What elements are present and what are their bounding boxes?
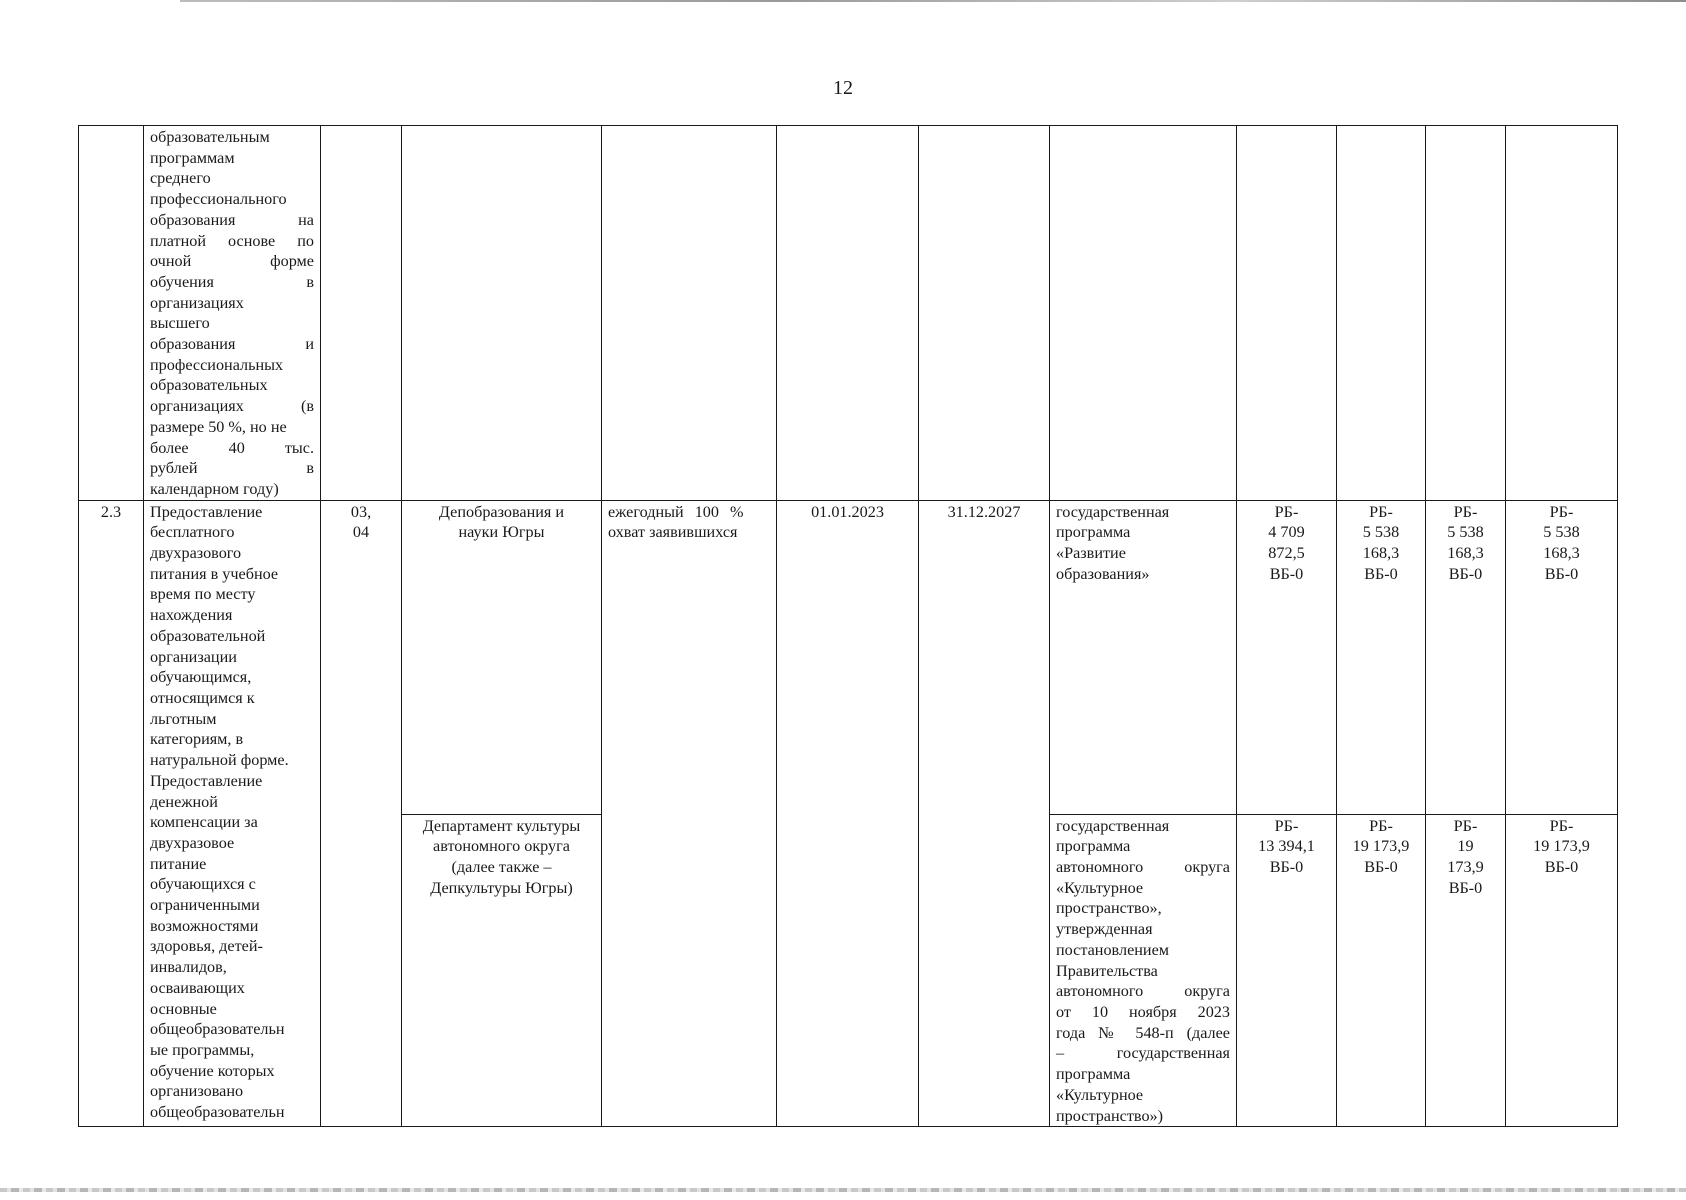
text-line: организации: [150, 647, 237, 666]
text-line: 5 538: [1362, 523, 1400, 542]
text-line: утвержденная: [1056, 920, 1153, 939]
table-row-continuation: [79, 126, 1618, 501]
text-line: ВБ-0: [1364, 858, 1398, 877]
text-line: 173,9: [1447, 858, 1484, 877]
text-line: 5 538: [1543, 523, 1580, 542]
cell-amount-year-4: [1506, 500, 1618, 814]
text-line: очной форме: [150, 252, 314, 271]
cell-number-empty: [79, 126, 144, 501]
text-line: постановлением: [1056, 940, 1170, 959]
text-line: организациях: [150, 293, 244, 312]
cell-start-date: 01.01.2023: [777, 500, 919, 1127]
text-line: образовательным: [150, 128, 270, 146]
text-line: обучающимся,: [150, 668, 252, 687]
text-line: возможностями: [150, 916, 259, 935]
cell-empty: [1337, 126, 1426, 501]
text-line: – государственная: [1056, 1044, 1230, 1063]
text-line: Департамент культуры: [422, 816, 581, 835]
cell-amount-year-2: [1337, 500, 1426, 814]
scan-edge-top: [180, 0, 1686, 2]
text-line: «Развитие: [1056, 544, 1126, 563]
text-line: ежегодный 100 %: [608, 502, 744, 521]
cell-empty: [1050, 126, 1237, 501]
cell-program-culture: [1050, 814, 1237, 1127]
text-line: организовано: [150, 1082, 244, 1101]
text-line: среднего: [150, 169, 211, 188]
text-line: платной основе по: [150, 231, 314, 250]
text-line: льготным: [150, 709, 217, 728]
text-line: календарном году): [150, 479, 279, 498]
cell-empty: [919, 126, 1050, 501]
text-line: профессиональных: [150, 355, 284, 374]
text-line: обучающихся с: [150, 875, 256, 894]
text-line: нахождения: [150, 606, 233, 625]
text-line: профессионального: [150, 190, 287, 209]
text-line: 19 173,9: [1352, 837, 1410, 856]
cell-program-education: [1050, 500, 1237, 814]
text-line: «Культурное: [1056, 878, 1144, 897]
text-line: инвалидов,: [150, 958, 227, 977]
text-line: РБ-: [1274, 816, 1299, 835]
text-line: от 10 ноября 2023: [1056, 1002, 1230, 1021]
text-line: (далее также –: [451, 858, 552, 877]
cell-result-indicator: [602, 500, 777, 1127]
text-line: ВБ-0: [1448, 878, 1483, 897]
text-line: РБ-: [1549, 816, 1574, 835]
scan-edge-bottom: [0, 1188, 1686, 1192]
text-line: РБ-: [1549, 502, 1574, 521]
cell-end-date: 31.12.2027: [919, 500, 1050, 1127]
text-line: ВБ-0: [1269, 564, 1304, 583]
text-line: бесплатного: [150, 523, 235, 542]
text-line: 4 709: [1268, 523, 1305, 542]
text-line: двухразовое: [150, 833, 235, 852]
text-line: осваивающих: [150, 978, 245, 997]
text-line: ВБ-0: [1544, 858, 1579, 877]
cell-empty: [402, 126, 602, 501]
text-line: образования на: [150, 210, 314, 229]
text-line: здоровья, детей-: [150, 937, 263, 956]
text-line: организациях (в: [150, 397, 314, 416]
text-line: образовательной: [150, 626, 266, 645]
text-line: Предоставление: [150, 771, 263, 790]
text-line: денежной: [150, 792, 218, 811]
text-line: 04: [352, 523, 370, 542]
cell-amount-year-4: [1506, 814, 1618, 1127]
text-line: высшего: [150, 314, 210, 333]
text-line: РБ-: [1369, 816, 1393, 835]
text-line: 13 394,1: [1258, 837, 1315, 856]
text-line: 168,3: [1543, 544, 1580, 563]
cell-amount-year-3: [1426, 814, 1506, 1127]
text-line: ограниченными: [150, 896, 260, 915]
text-line: ые программы,: [150, 1040, 255, 1059]
text-line: охват заявившихся: [608, 523, 738, 542]
text-line: Депобразования и: [438, 502, 565, 521]
text-line: более 40 тыс.: [150, 438, 314, 457]
text-line: Правительства: [1056, 961, 1158, 980]
text-line: РБ-: [1453, 502, 1478, 521]
text-line: пространство»): [1056, 1106, 1164, 1125]
text-line: размере 50 %, но не: [150, 417, 287, 436]
text-line: общеобразовательн: [150, 1020, 285, 1039]
text-line: 19 173,9: [1533, 837, 1590, 856]
cell-measure-number: 2.3: [79, 500, 144, 1127]
cell-empty: [602, 126, 777, 501]
text-line: рублей в: [150, 459, 314, 478]
text-line: 872,5: [1268, 544, 1305, 563]
cell-amount-year-1: [1237, 500, 1337, 814]
text-line: автономного округа: [1056, 858, 1230, 877]
cell-empty: [777, 126, 919, 501]
text-line: года № 548-п (далее: [1056, 1023, 1230, 1042]
text-line: образовательных: [150, 376, 268, 395]
text-line: категориям, в: [150, 730, 244, 749]
text-line: государственная: [1056, 502, 1170, 521]
text-line: 19: [1457, 837, 1474, 856]
text-line: обучение которых: [150, 1061, 275, 1080]
text-line: РБ-: [1453, 816, 1478, 835]
cell-amount-year-1: [1237, 814, 1337, 1127]
text-line: ВБ-0: [1364, 564, 1398, 583]
cell-executor-education: [402, 500, 602, 814]
text-line: ВБ-0: [1269, 858, 1304, 877]
text-line: обучения в: [150, 272, 314, 291]
text-line: общеобразовательн: [150, 1103, 285, 1122]
cell-amount-year-3: [1426, 500, 1506, 814]
cell-empty: [1506, 126, 1618, 501]
text-line: ВБ-0: [1448, 564, 1483, 583]
text-line: время по месту: [150, 585, 256, 604]
cell-empty: [1426, 126, 1506, 501]
text-line: автономного округа: [433, 837, 570, 856]
text-line: Предоставление: [150, 502, 263, 521]
text-line: пространство»,: [1056, 899, 1162, 918]
text-line: двухразового: [150, 544, 242, 563]
text-line: РБ-: [1369, 502, 1393, 521]
text-line: государственная: [1056, 816, 1170, 835]
text-line: питания в учебное: [150, 564, 279, 583]
text-line: 03,: [350, 502, 372, 521]
text-line: 168,3: [1362, 544, 1400, 563]
measures-table: [78, 125, 1618, 1127]
text-line: относящимся к: [150, 688, 255, 707]
cell-empty: [321, 126, 402, 501]
text-line: натуральной форме.: [150, 751, 289, 770]
text-line: образования»: [1056, 564, 1150, 583]
text-line: программам: [150, 148, 235, 167]
text-line: питание: [150, 854, 207, 873]
page-number: 12: [833, 77, 853, 99]
text-line: автономного округа: [1056, 982, 1230, 1001]
text-line: науки Югры: [458, 523, 545, 542]
text-line: программа: [1056, 837, 1131, 856]
text-line: ВБ-0: [1544, 564, 1579, 583]
text-line: программа: [1056, 1065, 1131, 1084]
text-line: основные: [150, 999, 217, 1018]
table-row-2-3-a: [79, 500, 1618, 814]
text-line: образования и: [150, 335, 314, 354]
cell-task-codes: [321, 500, 402, 1127]
cell-amount-year-2: [1337, 814, 1426, 1127]
text-line: РБ-: [1274, 502, 1299, 521]
cell-empty: [1237, 126, 1337, 501]
cell-measure-name-continuation: [144, 126, 321, 501]
text-line: компенсации за: [150, 813, 258, 832]
text-line: 5 538: [1447, 523, 1484, 542]
text-line: Депкультуры Югры): [430, 878, 573, 897]
text-line: программа: [1056, 523, 1131, 542]
text-line: «Культурное: [1056, 1085, 1144, 1104]
cell-measure-name: [144, 500, 321, 1127]
text-line: 168,3: [1447, 544, 1484, 563]
cell-executor-culture: [402, 814, 602, 1127]
